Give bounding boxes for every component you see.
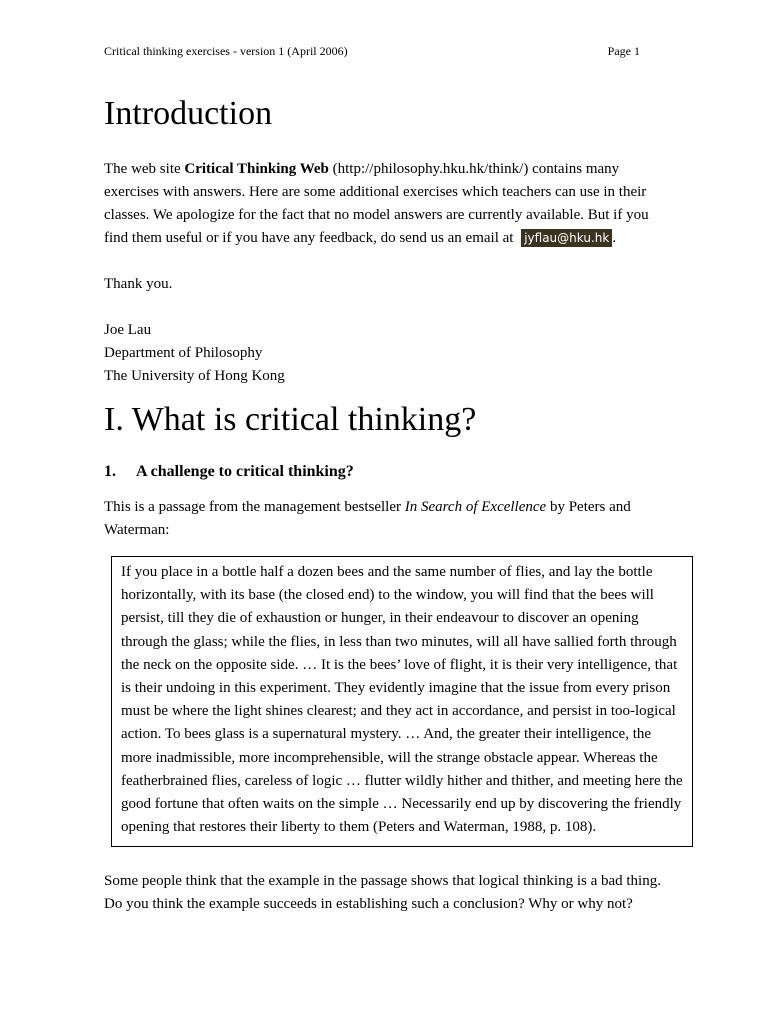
subsection-heading [104, 460, 672, 484]
discussion-question: Some people think that the example in the passage shows that logical thinking is a bad thing. Do you think the example succeeds in establishing such a conclusion? Why or why not? [104, 873, 661, 913]
introduction-heading: Introduction [104, 95, 273, 132]
thanks-text: Thank you. [104, 276, 173, 292]
page-content [104, 92, 683, 916]
quote-box [111, 556, 693, 847]
intro-text-end: . [612, 230, 617, 246]
book-title: In Search of Excellence [404, 499, 547, 515]
passage-intro-start: This is a passage from the management bestseller [104, 499, 405, 515]
passage-intro [104, 496, 672, 542]
email-link[interactable]: jyflau@hku.hk [521, 229, 612, 247]
page-header [104, 44, 640, 59]
signature-name: Joe Lau [104, 322, 152, 338]
signature-university: The University of Hong Kong [104, 368, 285, 384]
section-heading: I. What is critical thinking? [104, 401, 477, 438]
subsection-number: 1. [104, 463, 116, 480]
subsection-title: A challenge to critical thinking? [136, 463, 354, 480]
intro-text-start: The web site [104, 161, 185, 177]
signature-department: Department of Philosophy [104, 345, 263, 361]
passage-intro-end: by Peters and Waterman: [104, 499, 631, 538]
intro-text-body: (http://philosophy.hku.hk/think/) contains many exercises with answers. Here are some additional exercises which teachers can use in their classes. We apologize for the fact that no model answers are currently available. But if you find them useful or if you have any feedback, do send us an email at [104, 161, 649, 246]
quote-text: If you place in a bottle half a dozen bees and the same number of flies, and lay the bottle horizontally, with its base (the closed end) to the window, you will find that the bees will persist, till they die of exhaustion or hunger, in their endeavour to discover an opening through the glass; while the flies, in less than two minutes, will all have sallied forth through the neck on the opposite side. … It is the bees’ love of flight, it is their very intelligence, that is their undoing in this experiment. They evidently imagine that the issue from every prison must be where the light shines clearest; and they act in accordance, and persist in too-logical action. To bees glass is a supernatural mystery. … And, the greater their intelligence, the more inadmissible, more incomprehensible, will the strange obstacle appear. Whereas the featherbrained flies, careless of logic … flutter wildly hither and thither, and meeting here the good fortune that often waits on the simple … Necessarily end up by discovering the friendly opening that restores their liberty to them (Peters and Waterman, 1988, p. 108). [121, 564, 683, 836]
signature-block [104, 319, 672, 388]
site-name: Critical Thinking Web [184, 161, 329, 177]
page-number: Page 1 [607, 44, 640, 58]
header-title: Critical thinking exercises - version 1 (April 2006) [104, 44, 348, 58]
intro-paragraph [104, 158, 672, 250]
